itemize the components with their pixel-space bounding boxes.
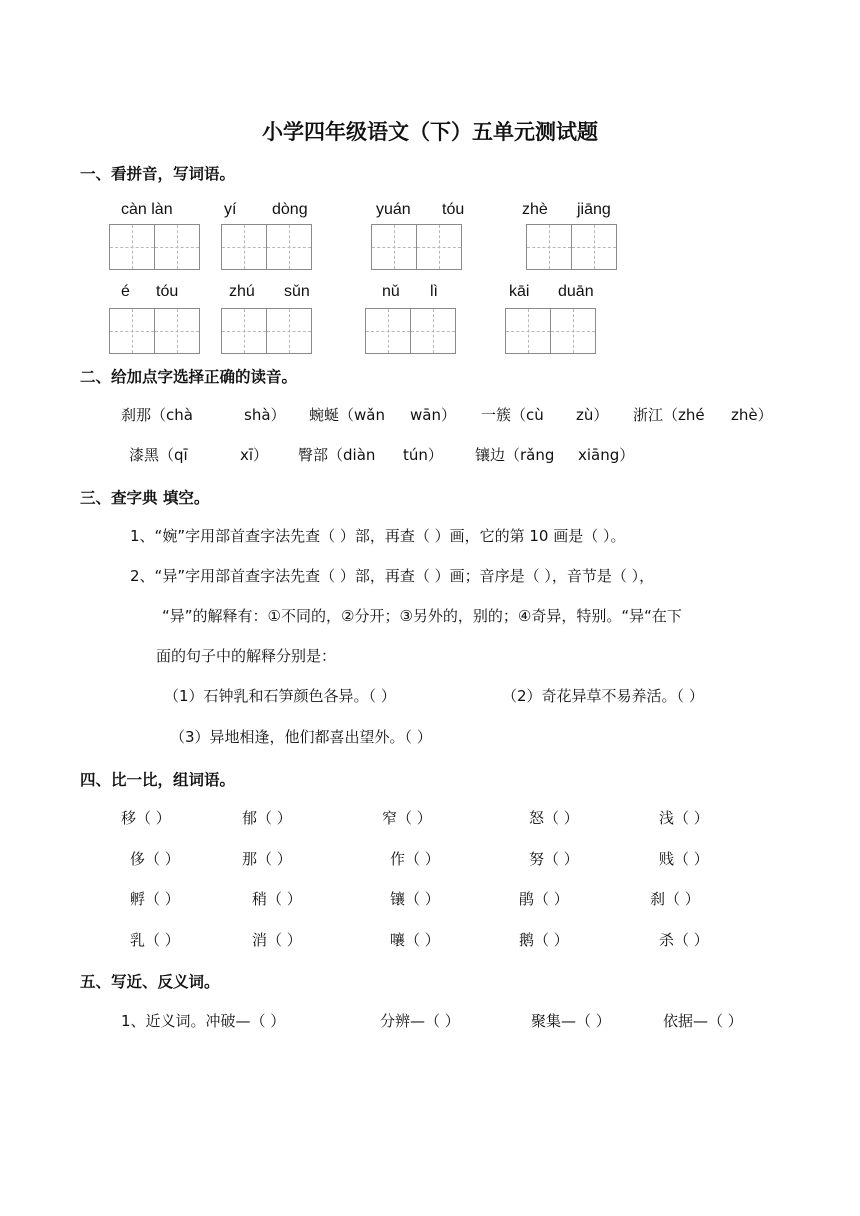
compare-word: 杀（ ） xyxy=(659,931,709,949)
question-2-text: 面的句子中的解释分别是： xyxy=(156,647,337,665)
compare-word: 浅（ ） xyxy=(659,809,709,827)
compare-word: 稍（ ） xyxy=(252,890,302,908)
pinyin: zhú xyxy=(229,283,255,300)
compare-word: 消（ ） xyxy=(252,931,302,949)
writing-grid[interactable] xyxy=(505,308,594,354)
reading-option: 蜿蜒（wǎn xyxy=(309,406,385,424)
reading-option: shà） xyxy=(244,406,286,424)
sub-question: （2）奇花异草不易养活。（ ） xyxy=(502,687,704,705)
reading-option: 刹那（chà xyxy=(121,406,193,424)
pinyin: jiāng xyxy=(577,201,611,218)
page-title: 小学四年级语文（下）五单元测试题 xyxy=(262,120,598,144)
pinyin: dòng xyxy=(272,201,308,218)
compare-word: 孵（ ） xyxy=(130,890,180,908)
synonym-item: 分辨—（ ） xyxy=(380,1012,460,1030)
pinyin: yí xyxy=(224,201,237,218)
reading-option: 镶边（rǎng xyxy=(475,446,555,464)
compare-word: 那（ ） xyxy=(242,850,292,868)
pinyin: é xyxy=(121,283,130,300)
compare-word: 郁（ ） xyxy=(242,809,292,827)
pinyin: nǔ xyxy=(382,283,400,300)
compare-word: 贱（ ） xyxy=(659,850,709,868)
writing-grid[interactable] xyxy=(365,308,454,354)
reading-option: 浙江（zhé xyxy=(633,406,705,424)
compare-word: 鹅（ ） xyxy=(519,931,569,949)
writing-grid[interactable] xyxy=(109,308,198,354)
pinyin: càn làn xyxy=(121,201,173,218)
reading-option: 一簇（cù xyxy=(481,406,544,424)
synonym-item: 依据—（ ） xyxy=(663,1012,743,1030)
reading-option: tún） xyxy=(403,446,443,464)
compare-word: 侈（ ） xyxy=(130,850,180,868)
compare-word: 作（ ） xyxy=(390,850,440,868)
compare-word: 嚷（ ） xyxy=(390,931,440,949)
reading-option: zù） xyxy=(576,406,609,424)
compare-word: 刹（ ） xyxy=(650,890,700,908)
sub-question: （1）石钟乳和石笋颜色各异。（ ） xyxy=(164,687,396,705)
writing-grid[interactable] xyxy=(371,224,460,270)
pinyin: zhè xyxy=(522,201,548,218)
writing-grid[interactable] xyxy=(109,224,198,270)
question-1: 1、“婉”字用部首查字法先查（ ）部，再查（ ）画，它的第 10 画是（ ）。 xyxy=(130,527,626,545)
writing-grid[interactable] xyxy=(526,224,615,270)
reading-option: xiāng） xyxy=(578,446,635,464)
section-4-heading: 四、比一比，组词语。 xyxy=(80,771,236,789)
compare-word: 乳（ ） xyxy=(130,931,180,949)
pinyin: lì xyxy=(430,283,438,300)
reading-option: xī） xyxy=(240,446,269,464)
writing-grid[interactable] xyxy=(221,224,310,270)
compare-word: 怒（ ） xyxy=(529,809,579,827)
compare-word: 镶（ ） xyxy=(390,890,440,908)
pinyin: tóu xyxy=(156,283,179,300)
compare-word: 鹃（ ） xyxy=(519,890,569,908)
section-3-heading: 三、查字典 填空。 xyxy=(80,489,210,507)
pinyin: sǔn xyxy=(284,283,310,300)
writing-grid[interactable] xyxy=(221,308,310,354)
compare-word: 移（ ） xyxy=(121,809,171,827)
pinyin: kāi xyxy=(509,283,530,300)
reading-option: wān） xyxy=(410,406,456,424)
section-1-heading: 一、看拼音，写词语。 xyxy=(80,165,236,183)
reading-option: 漆黑（qī xyxy=(129,446,188,464)
section-5-heading: 五、写近、反义词。 xyxy=(80,973,220,991)
pinyin: tóu xyxy=(442,201,465,218)
question-2-text: “异”的解释有：①不同的，②分开；③另外的，别的；④奇异，特别。“异“在下 xyxy=(162,607,682,625)
sub-question: （3）异地相逢，他们都喜出望外。（ ） xyxy=(170,728,432,746)
reading-option: zhè） xyxy=(731,406,773,424)
synonym-item: 1、近义词。冲破—（ ） xyxy=(121,1012,286,1030)
synonym-item: 聚集—（ ） xyxy=(531,1012,611,1030)
compare-word: 努（ ） xyxy=(529,850,579,868)
section-2-heading: 二、给加点字选择正确的读音。 xyxy=(80,368,298,386)
pinyin: yuán xyxy=(376,201,411,218)
question-2: 2、“异”字用部首查字法先查（ ）部，再查（ ）画；音序是（ ），音节是（ ）， xyxy=(130,567,655,585)
compare-word: 窄（ ） xyxy=(382,809,432,827)
pinyin: duān xyxy=(558,283,594,300)
reading-option: 臀部（diàn xyxy=(298,446,376,464)
